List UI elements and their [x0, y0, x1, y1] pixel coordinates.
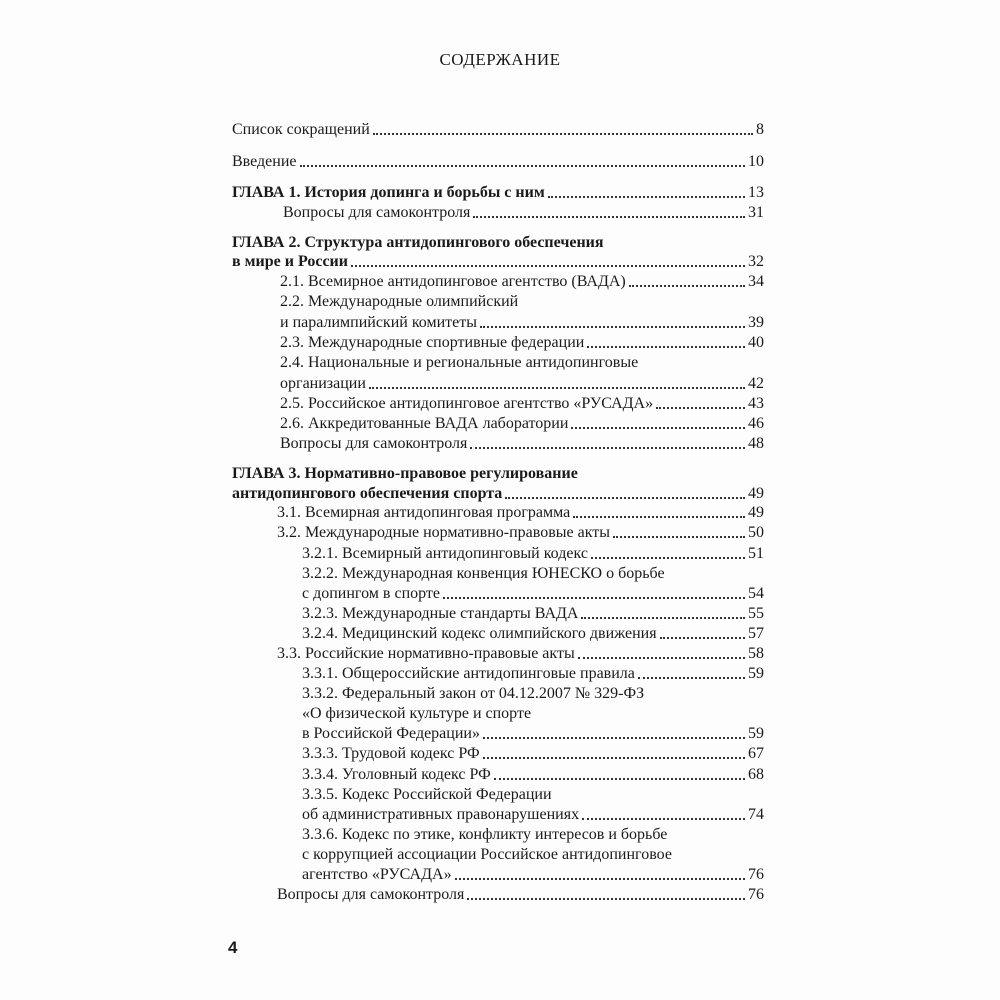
toc-entry: и паралимпийский комитеты 39 [280, 314, 764, 331]
toc-entry: Вопросы для самоконтроля 76 [277, 886, 764, 903]
toc-entry: 3.2.1. Всемирный антидопинговый кодекс 51 [302, 545, 764, 562]
toc-entry: Вопросы для самоконтроля 48 [280, 435, 764, 452]
toc-entry: 2.6. Аккредитованные ВАДА лаборатории 46 [280, 415, 764, 432]
toc-entry: 2.3. Международные спортивные федерации 40 [280, 334, 764, 351]
toc-entry-line: 3.3.5. Кодекс Российской Федерации [302, 786, 552, 803]
toc-entry: 3.3.3. Трудовой кодекс РФ 67 [302, 745, 764, 762]
toc-entry: 3.2. Международные нормативно-правовые акты 50 [277, 524, 764, 541]
toc-entry-line: «О физической культуре и спорте [302, 705, 532, 722]
toc-entry: организации 42 [280, 375, 764, 392]
toc-chapter-entry: ГЛАВА 1. История допинга и борьбы с ним 13 [232, 184, 764, 201]
toc-entry: Вопросы для самоконтроля 31 [283, 204, 764, 221]
toc-entry: 3.3. Российские нормативно-правовые акты 58 [277, 645, 764, 662]
toc-entry: с допингом в спорте 54 [302, 585, 764, 602]
toc-entry: 3.2.3. Международные стандарты ВАДА 55 [302, 605, 764, 622]
page-number: 4 [228, 938, 238, 957]
toc-entry: Введение 10 [232, 153, 764, 170]
toc-entry-line: с коррупцией ассоциации Российское антидопинговое [302, 846, 672, 863]
toc-entry-line: 3.3.2. Федеральный закон от 04.12.2007 № 329-ФЗ [302, 685, 645, 702]
toc-entry-line: 3.3.6. Кодекс по этике, конфликту интересов и борьбе [302, 826, 668, 843]
toc-entry-line: 2.2. Международные олимпийский [280, 293, 519, 310]
toc-entry: 3.2.4. Медицинский кодекс олимпийского движения 57 [302, 625, 764, 642]
toc-entry: об административных правонарушениях 74 [302, 806, 764, 823]
toc-entry: 3.3.1. Общероссийские антидопинговые правила 59 [302, 665, 764, 682]
toc-chapter-entry: в мире и России 32 [232, 253, 764, 270]
toc-chapter-heading: ГЛАВА 2. Структура антидопингового обеспечения [232, 234, 604, 251]
toc-entry: в Российской Федерации» 59 [302, 725, 764, 742]
toc-entry: 2.5. Российское антидопинговое агентство «РУСАДА» 43 [280, 395, 764, 412]
page-title: СОДЕРЖАНИЕ [439, 50, 561, 69]
toc-entry: 3.1. Всемирная антидопинговая программа 49 [277, 504, 764, 521]
toc-entry: агентство «РУСАДА» 76 [302, 866, 764, 883]
toc-entry: 3.3.4. Уголовный кодекс РФ 68 [302, 766, 764, 783]
toc-entry: 2.1. Всемирное антидопинговое агентство (ВАДА) 34 [280, 273, 764, 290]
toc-entry: Список сокращений 8 [232, 121, 764, 138]
toc-entry-line: 3.2.2. Международная конвенция ЮНЕСКО о борьбе [302, 565, 665, 582]
toc-chapter-entry: антидопингового обеспечения спорта 49 [232, 485, 764, 502]
toc-entry-line: 2.4. Национальные и региональные антидопинговые [280, 354, 639, 371]
toc-chapter-heading: ГЛАВА 3. Нормативно-правовое регулирование [232, 465, 578, 482]
